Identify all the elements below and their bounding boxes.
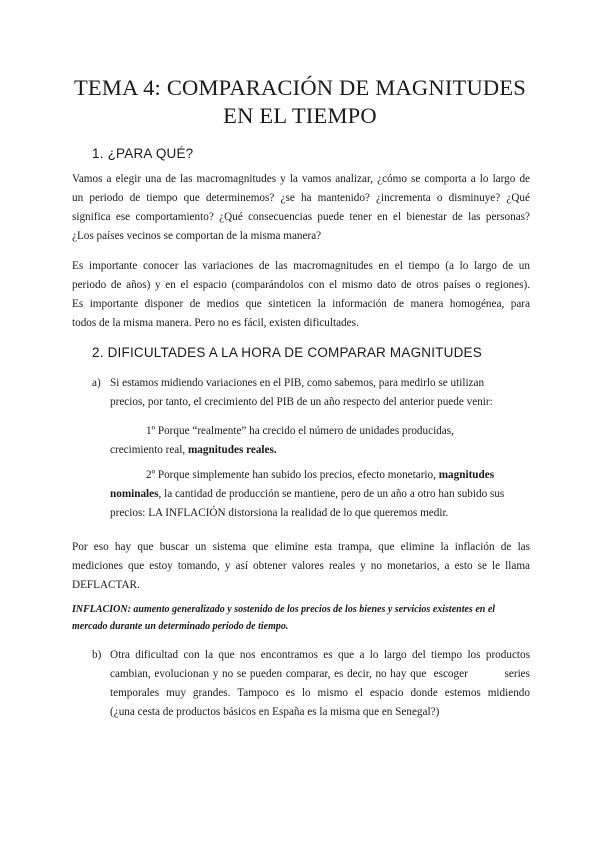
text-fragment: crecimiento real, — [110, 444, 188, 456]
term-nominales: nominales — [110, 488, 159, 500]
text-line: ¿Los países vecinos se comportan de la misma manera? — [72, 230, 322, 242]
list-marker-b: b) — [92, 649, 102, 661]
item-a-text — [110, 374, 530, 412]
text-line: INFLACION: aumento generalizado y sostenido de los precios de los bienes y servicios existentes en el — [72, 604, 496, 615]
text-line: cambian, evolucionan y no se pueden comparar, es decir, no hay que escoger series — [110, 668, 530, 680]
text-line: Otra dificultad con la que nos encontramos es que a lo largo del tiempo los productos — [110, 649, 530, 661]
text-line: temporales muy grandes. Tampoco es lo mismo el espacio donde estemos midiendo — [110, 687, 530, 699]
text-line: precios: LA INFLACIÓN distorsiona la realidad de lo que queremos medir. — [110, 507, 449, 519]
item-b-text — [110, 646, 530, 722]
inflation-definition — [72, 601, 530, 635]
text-line: mediciones que estoy tomando, y así obtener valores reales y no monetarios, a esto se le llama — [72, 560, 530, 572]
list-marker-a: a) — [92, 377, 101, 389]
item-a-point-2 — [110, 466, 530, 523]
text-line: DEFLACTAR. — [72, 579, 140, 591]
section-1-paragraph-2 — [72, 257, 530, 333]
text-line — [110, 441, 530, 460]
term-magnitudes-reales: magnitudes reales. — [187, 444, 277, 456]
text-line — [110, 466, 530, 485]
text-line: Si estamos midiendo variaciones en el PIB, como sabemos, para medirlo se utilizan — [110, 377, 485, 389]
item-a-point-1 — [110, 422, 530, 460]
text-line: Vamos a elegir una de las macromagnitudes y la vamos analizar, ¿cómo se comporta a lo largo de — [72, 173, 530, 185]
text-line: Es importante disponer de medios que sinteticen la información de manera homogénea, para — [72, 298, 530, 310]
section-2-heading: 2. DIFICULTADES A LA HORA DE COMPARAR MAGNITUDES — [92, 345, 482, 360]
section-2-paragraph — [72, 538, 530, 595]
text-line: 1º Porque “realmente” ha crecido el número de unidades producidas, — [146, 425, 454, 437]
section-1-paragraph-1 — [72, 170, 530, 246]
text-line: mercado durante un determinado periodo de tiempo. — [72, 621, 289, 632]
section-1-heading: 1. ¿PARA QUÉ? — [92, 146, 194, 161]
text-line: significa ese comportamiento? ¿Qué consecuencias puede tener en el bienestar de las personas? — [72, 211, 530, 223]
text-fragment: 2º Porque simplemente han subido los precios, efecto monetario, — [146, 469, 439, 481]
title-line-2: EN EL TIEMPO — [223, 103, 377, 128]
text-line: (¿una cesta de productos básicos en España es la misma que en Senegal?) — [110, 706, 440, 718]
text-line: un periodo de tiempo que determinemos? ¿se ha mantenido? ¿incrementa o disminuye? ¿Qué — [72, 192, 530, 204]
text-line: periodo de años) y en el espacio (comparándolos con el mismo dato de otros países o regiones). — [72, 279, 530, 291]
text-line: precios, por tanto, el crecimiento del PIB de un año respecto del anterior puede venir: — [110, 396, 493, 408]
text-line: todos de la misma manera. Pero no es fácil, existen dificultades. — [72, 317, 359, 329]
page-title — [40, 74, 560, 130]
text-line: Por eso hay que buscar un sistema que elimine esta trampa, que elimine la inflación de las — [72, 541, 530, 553]
text-fragment: , la cantidad de producción se mantiene, pero de un año a otro han subido sus — [158, 488, 505, 500]
term-magnitudes: magnitudes — [438, 469, 495, 481]
title-line-1: TEMA 4: COMPARACIÓN DE MAGNITUDES — [73, 75, 527, 100]
text-line — [110, 485, 530, 504]
text-line: Es importante conocer las variaciones de las macromagnitudes en el tiempo (a lo largo de un — [72, 260, 530, 272]
